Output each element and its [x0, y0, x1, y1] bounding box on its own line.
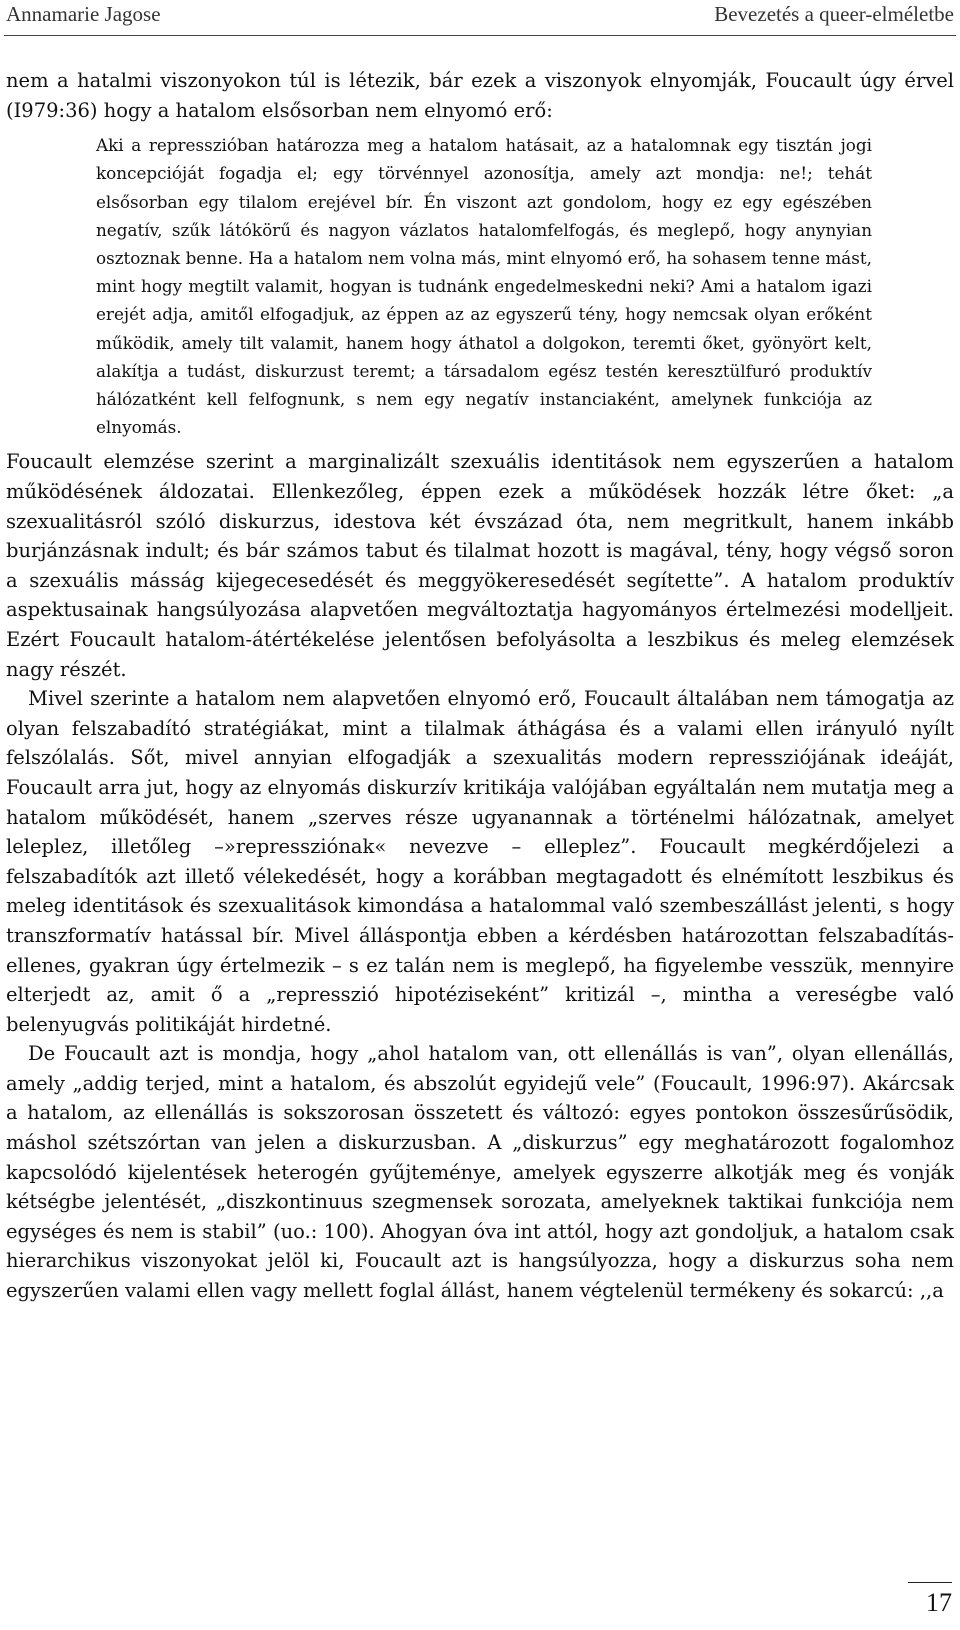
- paragraph-3: De Foucault azt is mondja, hogy „ahol hatalom van, ott ellenállás is van”, olyan ellenállás, amely „addig terjed, mint a hatalom, és abszolút egyidejű vele” (Foucault, 1996:97). Akárcsak a hatalom, az ellenállás is sokszorosan összetett és változó: egyes pontokon összesűrűsödik, máshol szétszórtan van jelen a diskurzusban. A „diskurzus” egy meghatározott fogalomhoz kapcsolódó kijelentések heterogén gyűjteménye, amelyek egyszerre alkotják meg és vonják kétségbe jelentését, „diszkontinuus szegmensek sorozata, amelyeknek taktikai funkciója nem egységes és nem is stabil” (uo.: 100). Ahogyan óva int attól, hogy azt gondoljuk, a hatalom csak hierarchikus viszonyokat jelöl ki, Foucault azt is hangsúlyozza, hogy a diskurzus soha nem egyszerűen valami ellen vagy mellett foglal állást, hanem végtelenül termékeny és sokarcú: ,,a: [6, 1042, 954, 1303]
- intro-paragraph: nem a hatalmi viszonyokon túl is létezik, bár ezek a viszonyok elnyomják, Foucault úgy érvel (I979:36) hogy a hatalom elsősorban nem elnyomó erő:: [6, 69, 954, 122]
- header-book-title: Bevezetés a queer-elméletbe: [714, 2, 954, 26]
- footer-rule: [908, 1582, 952, 1583]
- paragraph-2: Mivel szerinte a hatalom nem alapvetően elnyomó erő, Foucault általában nem támogatja az olyan felszabadító stratégiákat, mint a tilalmak áthágása és a valami ellen irányuló nyílt felszólalás. Sőt, mivel annyian elfogadják a szexualitás modern repressziójának ideáját, Foucault arra jut, hogy az elnyomás diskurzív kritikája valójában egyáltalán nem mutatja meg a hatalom működését, hanem „szerves része ugyanannak a történelmi hálózatnak, amelyet leleplez, illetőleg –»repressziónak« nevezve – elleplez”. Foucault megkérdőjelezi a felszabadítók azt illető vélekedését, hogy a korábban megtagadott és elnémított leszbikus és meleg identitások és szexualitások kimondása a hatalommal való szembeszállást jelenti, s hogy transzformatív hatással bír. Mivel álláspontja ebben a kérdésben határozottan felszabadítás-ellenes, gyakran úgy értelmezik – s ez talán nem is meglepő, ha figyelembe vesszük, mennyire elterjedt az, amit ő a „represszió hipotéziseként” kritizál –, mintha a vereségbe való belenyugvás politikáját hirdetné.: [6, 687, 954, 1036]
- page-body: [6, 66, 954, 1306]
- header-rule: [4, 35, 956, 36]
- header-author: Annamarie Jagose: [6, 2, 161, 26]
- block-quote: Aki a represszióban határozza meg a hatalom hatásait, az a hatalomnak egy tisztán jogi koncepcióját fogadja el; egy törvénnyel azonosítja, amely azt mondja: ne!; tehát elsősorban egy tilalom erejével bír. Én viszont azt gondolom, hogy ez egy egészében negatív, szűk látókörű és nagyon vázlatos hatalomfelfogás, és meglepő, hogy anynyian osztoznak benne. Ha a hatalom nem volna más, mint elnyomó erő, ha sohasem tenne mást, mint hogy megtilt valamit, hogyan is tudnánk engedelmeskedni neki? Ami a hatalom igazi erejét adja, amitől elfogadjuk, az éppen az az egyszerű tény, hogy nemcsak olyan erőként működik, amely tilt valamit, hanem hogy áthatol a dolgokon, teremti őket, gyönyört kelt, alakítja a tudást, diskurzust teremt; a társadalom egész testén keresztülfuró produktív hálózatként kell felfognunk, s nem egy negatív instanciaként, amelynek funkciója az elnyomás.: [96, 135, 872, 438]
- page-footer: [0, 1570, 960, 1630]
- running-header: [0, 0, 960, 42]
- paragraph-1: Foucault elemzése szerint a marginalizált szexuális identitások nem egyszerűen a hatalom működésének áldozatai. Ellenkezőleg, éppen ezek a működések hozzák létre őket: „a szexualitásról szóló diskurzus, idestova két évszázad óta, nem megritkult, hanem inkább burjánzásnak indult; és bár számos tabut és tilalmat hozott is magával, tény, hogy végső soron a szexuális másság kijegecesedését és meggyökeresedését segítette”. A hatalom produktív aspektusainak hangsúlyozása alapvetően megváltoztatja hagyományos értelmezési modelljeit. Ezért Foucault hatalom-átértékelése jelentősen befolyásolta a leszbikus és meleg elemzések nagy részét.: [6, 450, 954, 681]
- page-number: 17: [926, 1588, 952, 1617]
